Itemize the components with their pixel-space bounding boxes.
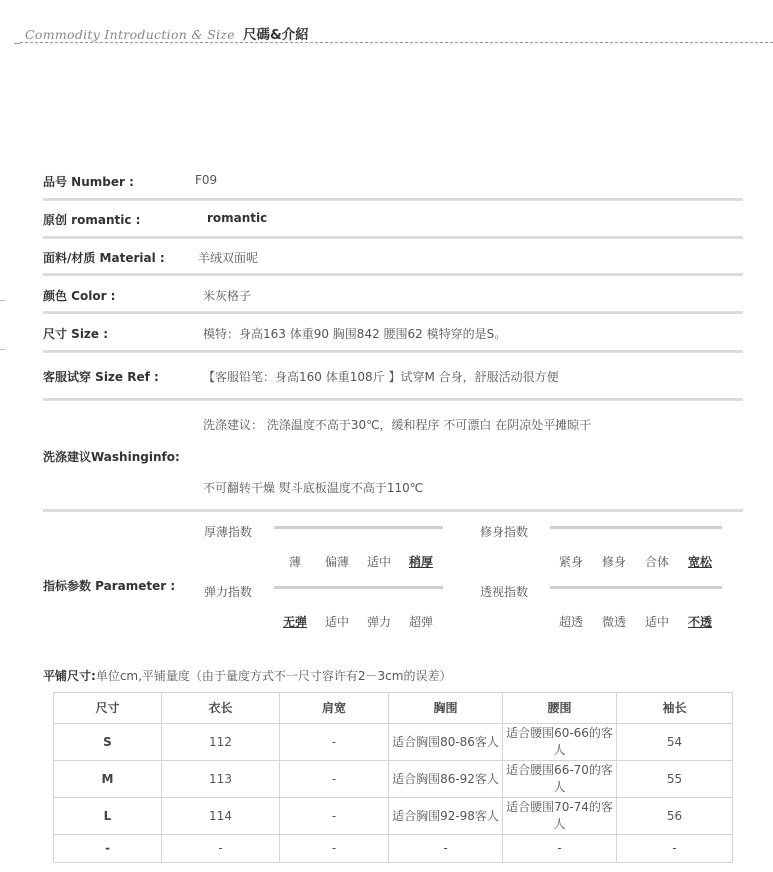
shoulder-cell: - bbox=[280, 835, 389, 863]
spec-label: 洗涤建议Washinginfo: bbox=[43, 450, 180, 464]
shoulder-cell: - bbox=[280, 761, 389, 798]
section-title-cn: 尺碼&介紹 bbox=[242, 27, 309, 43]
spec-value: F09 bbox=[195, 173, 218, 187]
spec-label: 客服试穿 Size Ref : bbox=[43, 370, 159, 384]
section-title bbox=[25, 23, 309, 43]
header-cell: 衣长 bbox=[162, 693, 280, 724]
row-divider bbox=[43, 311, 743, 314]
size-cell: S bbox=[54, 724, 162, 761]
size-cell: M bbox=[54, 761, 162, 798]
table-row bbox=[54, 835, 733, 863]
header-divider bbox=[20, 42, 773, 43]
section-title-en: Commodity Introduction & Size bbox=[25, 27, 235, 42]
table-row bbox=[54, 761, 733, 798]
size-cell: L bbox=[54, 798, 162, 835]
length-cell: - bbox=[162, 835, 280, 863]
transparency-option-selected: 不透 bbox=[688, 615, 713, 629]
thickness-option-selected: 稍厚 bbox=[409, 555, 434, 569]
spec-value-line1: 洗涤建议： 洗涤温度不高于30℃，缓和程序 不可漂白 在阴凉处平摊晾干 bbox=[203, 418, 592, 432]
spec-label: 尺寸 Size : bbox=[43, 327, 109, 341]
spec-value: 【客服铅笔：身高160 体重108斤 】试穿M 合身，舒服活动很方便 bbox=[203, 370, 559, 384]
header-cell: 腰围 bbox=[503, 693, 617, 724]
shoulder-cell: - bbox=[280, 798, 389, 835]
sleeve-cell: 54 bbox=[617, 724, 733, 761]
sleeve-cell: - bbox=[617, 835, 733, 863]
waist-cell: 适合腰围66-70的客人 bbox=[503, 761, 617, 798]
row-divider bbox=[43, 273, 743, 276]
transparency-index-label: 透视指数 bbox=[480, 585, 529, 599]
chest-cell: 适合胸围86-92客人 bbox=[389, 761, 503, 798]
length-cell: 113 bbox=[162, 761, 280, 798]
elasticity-option: 弹力 bbox=[367, 615, 392, 629]
header-divider-stub bbox=[14, 43, 20, 44]
waist-cell: 适合腰围60-66的客人 bbox=[503, 724, 617, 761]
row-divider bbox=[43, 350, 743, 353]
spec-value: 米灰格子 bbox=[203, 289, 252, 303]
elasticity-option: 超弹 bbox=[409, 615, 434, 629]
thickness-index-bar bbox=[274, 526, 443, 529]
elasticity-index-bar bbox=[274, 586, 443, 589]
waist-cell: 适合腰围70-74的客人 bbox=[503, 798, 617, 835]
spec-label: 颜色 Color : bbox=[43, 289, 116, 303]
spec-value-line2: 不可翻转干燥 熨斗底板温度不高于110℃ bbox=[203, 481, 424, 495]
row-divider bbox=[43, 398, 743, 401]
size-note-title: 平铺尺寸: bbox=[43, 669, 96, 683]
sleeve-cell: 56 bbox=[617, 798, 733, 835]
elasticity-option-selected: 无弹 bbox=[283, 615, 308, 629]
spec-label: 原创 romantic : bbox=[43, 213, 141, 227]
header-cell: 胸围 bbox=[389, 693, 503, 724]
thickness-option: 适中 bbox=[367, 555, 392, 569]
thickness-option: 薄 bbox=[289, 555, 302, 569]
row-divider bbox=[43, 236, 743, 239]
table-row bbox=[54, 724, 733, 761]
section-header bbox=[0, 0, 773, 48]
elasticity-option: 适中 bbox=[325, 615, 350, 629]
waist-cell: - bbox=[503, 835, 617, 863]
table-row bbox=[54, 798, 733, 835]
row-divider bbox=[43, 198, 743, 201]
shoulder-cell: - bbox=[280, 724, 389, 761]
transparency-option: 适中 bbox=[645, 615, 670, 629]
thickness-option: 偏薄 bbox=[325, 555, 350, 569]
elasticity-index-label: 弹力指数 bbox=[204, 585, 253, 599]
size-note-text: 单位cm,平铺量度（由于量度方式不一尺寸容许有2－3cm的误差） bbox=[95, 669, 452, 683]
row-divider bbox=[43, 509, 743, 512]
size-table-header bbox=[54, 693, 733, 724]
header-cell: 尺寸 bbox=[54, 693, 162, 724]
size-table bbox=[53, 692, 733, 863]
chest-cell: 适合胸围92-98客人 bbox=[389, 798, 503, 835]
spec-value: romantic bbox=[207, 211, 268, 225]
fit-index-bar bbox=[550, 526, 722, 529]
transparency-index-bar bbox=[550, 586, 722, 589]
side-divider bbox=[0, 349, 5, 350]
transparency-option: 超透 bbox=[559, 615, 584, 629]
chest-cell: - bbox=[389, 835, 503, 863]
fit-option: 合体 bbox=[645, 555, 670, 569]
spec-label: 指标参数 Parameter : bbox=[43, 579, 176, 593]
length-cell: 114 bbox=[162, 798, 280, 835]
transparency-option: 微透 bbox=[602, 615, 627, 629]
header-cell: 肩宽 bbox=[280, 693, 389, 724]
spec-label: 品号 Number : bbox=[43, 175, 134, 189]
length-cell: 112 bbox=[162, 724, 280, 761]
fit-index-label: 修身指数 bbox=[480, 525, 529, 539]
fit-option-selected: 宽松 bbox=[688, 555, 713, 569]
thickness-index-label: 厚薄指数 bbox=[204, 525, 253, 539]
fit-option: 紧身 bbox=[559, 555, 584, 569]
size-cell: - bbox=[54, 835, 162, 863]
size-note bbox=[43, 667, 451, 684]
sleeve-cell: 55 bbox=[617, 761, 733, 798]
spec-value: 羊绒双面呢 bbox=[198, 251, 259, 265]
header-cell: 袖长 bbox=[617, 693, 733, 724]
chest-cell: 适合胸围80-86客人 bbox=[389, 724, 503, 761]
spec-value: 模特：身高163 体重90 胸围842 腰围62 模特穿的是S。 bbox=[203, 327, 507, 341]
fit-option: 修身 bbox=[602, 555, 627, 569]
side-divider bbox=[0, 300, 5, 301]
spec-label: 面料/材质 Material : bbox=[43, 251, 165, 265]
